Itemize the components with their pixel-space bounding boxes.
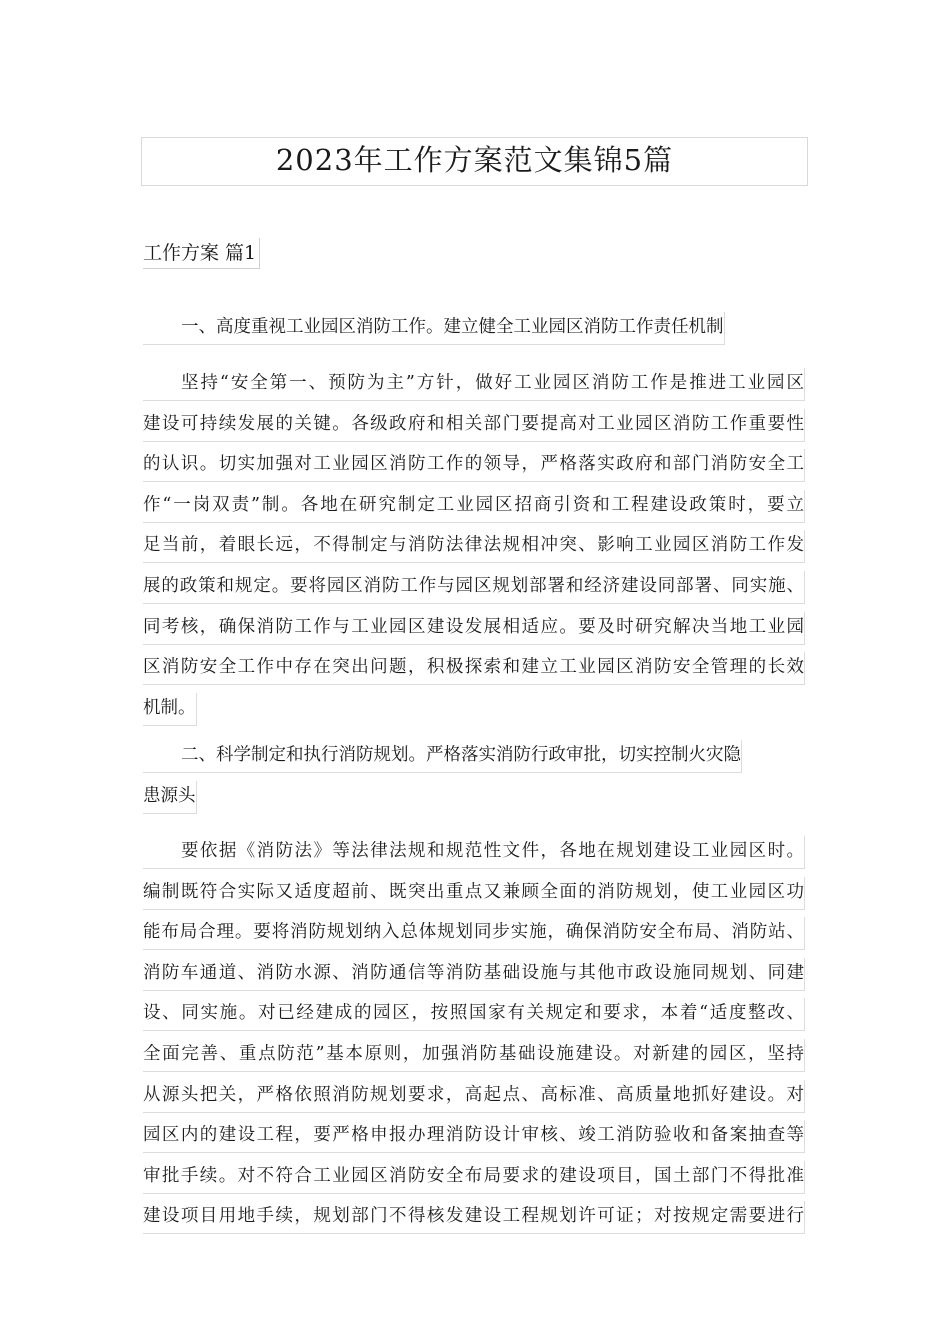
paragraph-line: 机制。 (143, 688, 807, 729)
heading-2-line: 患源头 (143, 776, 807, 817)
paragraph-2 (143, 831, 807, 1237)
paragraph-line: 同考核，确保消防工作与工业园区建设发展相适应。要及时研究解决当地工业园 (143, 607, 807, 648)
paragraph-line: 建设可持续发展的关键。各级政府和相关部门要提高对工业园区消防工作重要性 (143, 404, 807, 445)
paragraph-line: 能布局合理。要将消防规划纳入总体规划同步实施，确保消防安全布局、消防站、 (143, 912, 807, 953)
paragraph-line: 展的政策和规定。要将园区消防工作与园区规划部署和经济建设同部署、同实施、 (143, 566, 807, 607)
paragraph-1 (143, 363, 807, 728)
section-title: 工作方案 篇1 (143, 238, 260, 269)
paragraph-line: 审批手续。对不符合工业园区消防安全布局要求的建设项目，国土部门不得批准 (143, 1156, 807, 1197)
heading-1-line: 一、高度重视工业园区消防工作。建立健全工业园区消防工作责任机制 (143, 307, 807, 348)
paragraph-line: 足当前，着眼长远，不得制定与消防法律法规相冲突、影响工业园区消防工作发 (143, 525, 807, 566)
paragraph-line: 坚持“安全第一、预防为主”方针，做好工业园区消防工作是推进工业园区 (143, 363, 807, 404)
heading-2-line: 二、科学制定和执行消防规划。严格落实消防行政审批，切实控制火灾隐 (143, 735, 807, 776)
paragraph-line: 作“一岗双责”制。各地在研究制定工业园区招商引资和工程建设政策时，要立 (143, 485, 807, 526)
document-title: 2023年工作方案范文集锦5篇 (141, 137, 808, 186)
paragraph-line: 编制既符合实际又适度超前、既突出重点又兼顾全面的消防规划，使工业园区功 (143, 872, 807, 913)
paragraph-line: 建设项目用地手续，规划部门不得核发建设工程规划许可证；对按规定需要进行 (143, 1196, 807, 1237)
paragraph-line: 全面完善、重点防范”基本原则，加强消防基础设施建设。对新建的园区，坚持 (143, 1034, 807, 1075)
paragraph-line: 的认识。切实加强对工业园区消防工作的领导，严格落实政府和部门消防安全工 (143, 444, 807, 485)
paragraph-line: 园区内的建设工程，要严格申报办理消防设计审核、竣工消防验收和备案抽查等 (143, 1115, 807, 1156)
paragraph-line: 设、同实施。对已经建成的园区，按照国家有关规定和要求，本着“适度整改、 (143, 993, 807, 1034)
paragraph-line: 要依据《消防法》等法律法规和规范性文件，各地在规划建设工业园区时。 (143, 831, 807, 872)
heading-1 (143, 307, 807, 348)
paragraph-line: 区消防安全工作中存在突出问题，积极探索和建立工业园区消防安全管理的长效 (143, 647, 807, 688)
paragraph-line: 消防车通道、消防水源、消防通信等消防基础设施与其他市政设施同规划、同建 (143, 953, 807, 994)
heading-2 (143, 735, 807, 816)
paragraph-line: 从源头把关，严格依照消防规划要求，高起点、高标准、高质量地抓好建设。对 (143, 1075, 807, 1116)
